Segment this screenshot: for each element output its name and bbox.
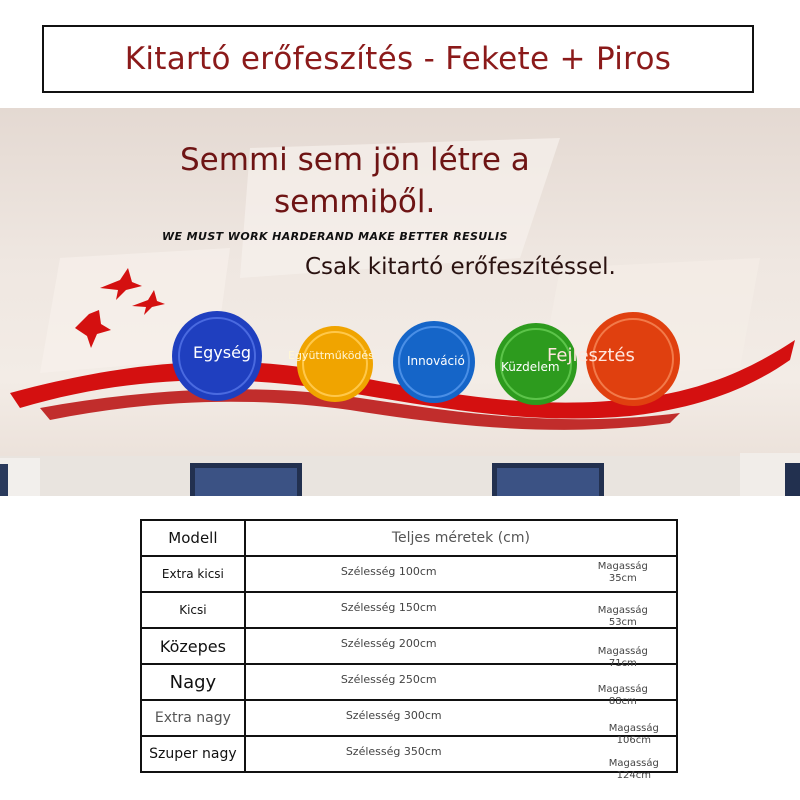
table-row — [141, 556, 677, 592]
row-width: Szélesség 150cm — [340, 601, 437, 614]
row-width: Szélesség 350cm — [345, 745, 442, 758]
row-model: Szuper nagy — [141, 736, 245, 772]
row-size — [245, 556, 677, 592]
table-row — [141, 592, 677, 628]
row-size — [245, 736, 677, 781]
table-header-row — [141, 520, 677, 556]
row-height: Magasság 71cm — [597, 646, 648, 669]
header-size: Teljes méretek (cm) — [245, 520, 677, 556]
row-height: Magasság 124cm — [608, 758, 659, 781]
table-row — [141, 628, 677, 664]
row-model: Közepes — [141, 628, 245, 664]
slogan-line-2: semmiből. — [274, 184, 436, 220]
row-width: Szélesség 300cm — [345, 709, 442, 722]
row-model: Extra nagy — [141, 700, 245, 736]
row-model: Kicsi — [141, 592, 245, 628]
row-height: Magasság 53cm — [597, 605, 648, 628]
row-size — [245, 628, 677, 669]
row-width: Szélesség 100cm — [340, 565, 437, 578]
title-box — [42, 25, 754, 93]
row-width: Szélesség 200cm — [340, 637, 437, 650]
table-row — [141, 664, 677, 700]
row-height: Magasság 88cm — [597, 684, 648, 707]
table-row — [141, 700, 677, 736]
product-photo — [0, 108, 800, 496]
product-title: Kitartó erőfeszítés - Fekete + Piros — [124, 41, 672, 77]
row-height: Magasság 106cm — [608, 723, 659, 746]
table-row — [141, 736, 677, 772]
row-size — [245, 700, 677, 746]
row-model: Nagy — [141, 664, 245, 700]
circle-label-cooperation: Együttműködés — [288, 349, 374, 362]
row-size — [245, 592, 677, 628]
circle-label-struggle: Küzdelem — [501, 360, 560, 374]
slogan-english: WE MUST WORK HARDERAND MAKE BETTER RESULIS — [162, 230, 508, 243]
size-table — [140, 519, 678, 781]
circle-label-unity: Egység — [193, 343, 252, 362]
slogan-line-3: Csak kitartó erőfeszítéssel. — [305, 254, 616, 280]
row-size — [245, 664, 677, 707]
circle-label-innovation: Innováció — [407, 354, 465, 368]
slogan-line-1: Semmi sem jön létre a — [180, 142, 530, 178]
row-height: Magasság 35cm — [597, 561, 648, 584]
row-width: Szélesség 250cm — [340, 673, 437, 686]
header-model: Modell — [141, 520, 245, 556]
row-model: Extra kicsi — [141, 556, 245, 592]
circle-label-development: Fejlesztés — [547, 345, 635, 366]
